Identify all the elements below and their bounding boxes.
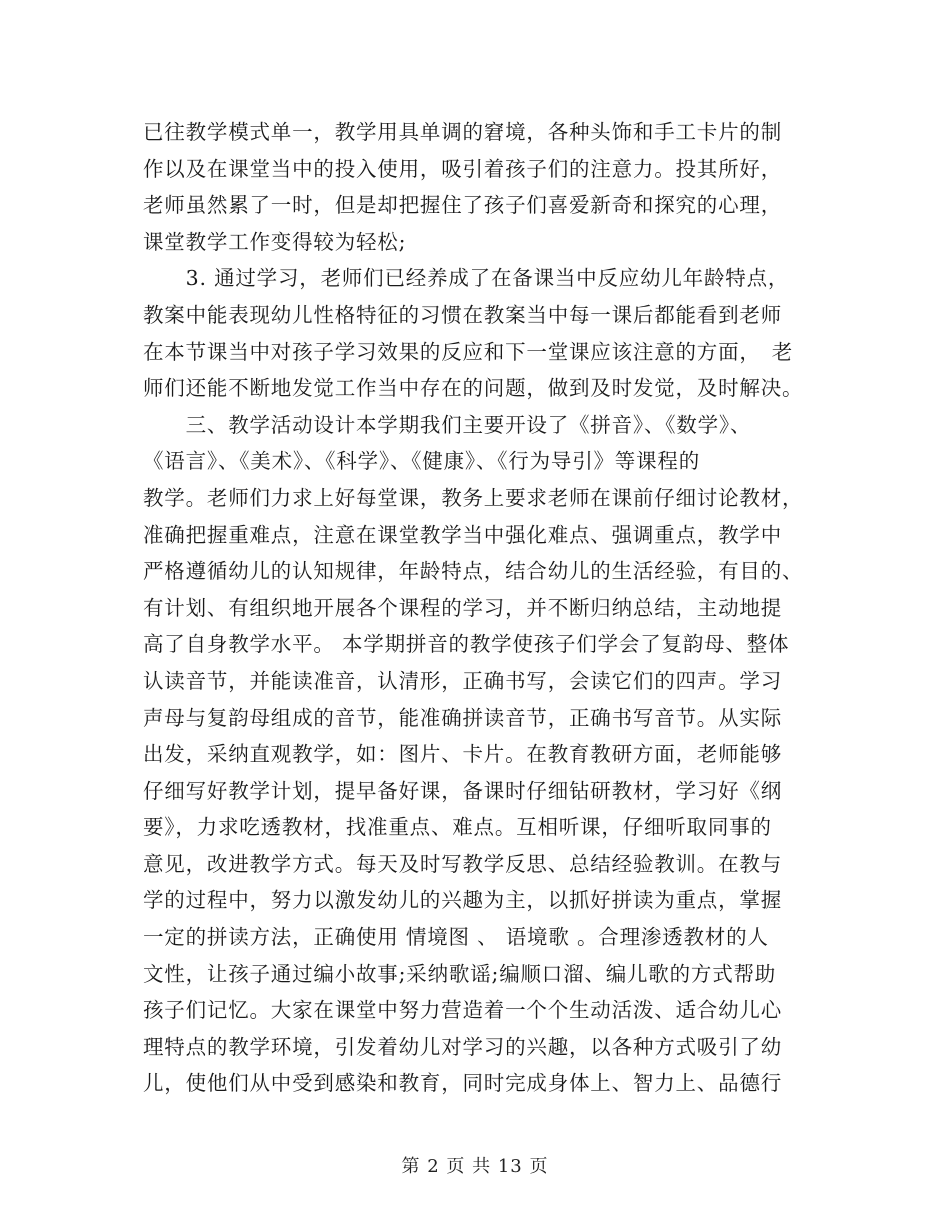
text-line: 出发，采纳直观教学，如：图片、卡片。在教育教研方面，老师能够 [143,742,782,767]
text-line: 孩子们记忆。大家在课堂中努力营造着一个个生动活泼、适合幼儿心 [143,998,782,1023]
text-line: 严格遵循幼儿的认知规律，年龄特点，结合幼儿的生活经验，有目的、 [143,559,804,584]
text-line: 已往教学模式单一，教学用具单调的窘境，各种头饰和手工卡片的制 [143,120,782,144]
text-line: 有计划、有组织地开展各个课程的学习，并不断归纳总结，主动地提 [143,595,782,620]
text-line: 意见，改进教学方式。每天及时写教学反思、总结经验教训。在教与 [143,851,782,876]
text-line: 要》，力求吃透教材，找准重点、难点。互相听课，仔细听取同事的 [143,815,772,840]
text-line: 仔细写好教学计划，提早备好课，备课时仔细钻研教材，学习好《纲 [143,778,782,803]
text-line: 作以及在课堂当中的投入使用，吸引着孩子们的注意力。投其所好， [143,156,782,181]
text-line: 儿，使他们从中受到感染和教育，同时完成身体上、智力上、品德行 [143,1071,782,1096]
document-body [143,114,807,1102]
text-line: 认读音节，并能读准音，认清形，正确书写，会读它们的四声。学习 [143,668,782,693]
text-line: 《语言》、《美术》、《科学》、《健康》、《行为导引》等课程的 [143,449,700,474]
text-line: 理特点的教学环境，引发着幼儿对学习的兴趣，以各种方式吸引了幼 [143,1034,782,1059]
text-line: 师们还能不断地发觉工作当中存在的问题，做到及时发觉，及时解决。 [143,376,804,401]
text-line: 高了自身教学水平。 本学期拼音的教学使孩子们学会了复韵母、整体 [143,632,790,657]
text-line: 声母与复韵母组成的音节，能准确拼读音节，正确书写音节。从实际 [143,705,782,730]
text-line: 文性，让孩子通过编小故事;采纳歌谣;编顺口溜、编儿歌的方式帮助 [143,961,777,986]
text-line: 三、教学活动设计本学期我们主要开设了《拼音》、《数学》、 [143,412,752,437]
text-line: 准确把握重难点，注意在课堂教学当中强化难点、强调重点，教学中 [143,522,782,547]
text-line: 老师虽然累了一时，但是却把握住了孩子们喜爱新奇和探究的心理， [143,193,782,218]
text-line: 课堂教学工作变得较为轻松; [143,229,407,254]
text-line: 教案中能表现幼儿性格特征的习惯在教案当中每一课后都能看到老师 [143,302,782,327]
text-line: 在本节课当中对孩子学习效果的反应和下一堂课应该注意的方面， 老 [143,339,794,364]
text-line: 教学。老师们力求上好每堂课，教务上要求老师在课前仔细讨论教材， [143,485,804,510]
text-line: 学的过程中，努力以激发幼儿的兴趣为主，以抓好拼读为重点，掌握 [143,888,782,913]
page-number-footer: 第 2 页 共 13 页 [401,1156,549,1177]
text-line: 一定的拼读方法，正确使用 情境图 、 语境歌 。合理渗透教材的人 [143,925,769,950]
text-line: 3. 通过学习，老师们已经养成了在备课当中反应幼儿年龄特点， [143,266,790,291]
